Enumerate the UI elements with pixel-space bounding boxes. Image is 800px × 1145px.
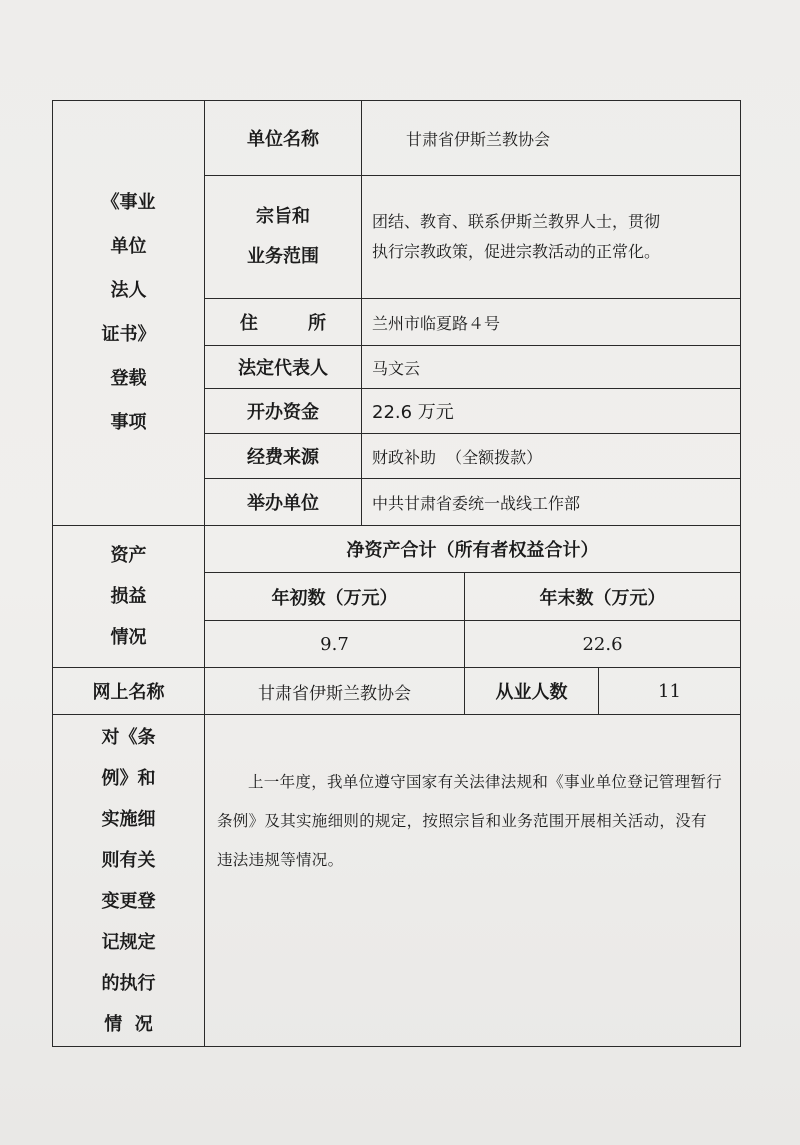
sponsor-unit-label: 举办单位 xyxy=(205,479,362,526)
purpose-scope-value xyxy=(362,176,741,299)
heading-line: 损益 xyxy=(110,586,147,607)
heading-line: 《事业 xyxy=(101,192,156,213)
unit-name-label: 单位名称 xyxy=(205,101,362,176)
heading-line: 对《条 xyxy=(101,726,156,748)
compliance-statement-cell xyxy=(205,715,741,1047)
value-line: 执行宗教政策，促进宗教活动的正常化。 xyxy=(372,242,661,261)
heading-line: 变更登 xyxy=(101,890,156,912)
staff-count-label: 从业人数 xyxy=(465,668,599,715)
capital-label: 开办资金 xyxy=(205,389,362,434)
online-name-value: 甘肃省伊斯兰教协会 xyxy=(205,668,465,715)
heading-line: 资产 xyxy=(110,545,147,566)
heading-line: 情 况 xyxy=(104,1013,153,1035)
heading-line: 事项 xyxy=(110,412,147,433)
assets-heading xyxy=(53,526,205,668)
end-of-year-value: 22.6 xyxy=(465,621,741,668)
heading-line: 的执行 xyxy=(101,972,156,994)
address-value: 兰州市临夏路４号 xyxy=(362,299,741,346)
unit-name-value: 甘肃省伊斯兰教协会 xyxy=(362,101,741,176)
heading-line: 登载 xyxy=(110,368,147,389)
start-of-year-value: 9.7 xyxy=(205,621,465,668)
label-line: 业务范围 xyxy=(247,246,319,267)
heading-line: 法人 xyxy=(110,280,147,301)
heading-line: 实施细 xyxy=(101,808,156,830)
label-line: 宗旨和 xyxy=(256,206,310,227)
value-line: 团结、教育、联系伊斯兰教界人士，贯彻 xyxy=(372,212,661,231)
compliance-heading xyxy=(53,715,205,1047)
funding-source-value: 财政补助 （全额拨款） xyxy=(362,434,741,479)
legal-representative-value: 马文云 xyxy=(362,346,741,389)
compliance-statement: 上一年度，我单位遵守国家有关法律法规和《事业单位登记管理暂行条例》及其实施细则的规定，按照宗旨和业务范围开展相关活动，没有违法违规等情况。 xyxy=(217,773,723,869)
heading-line: 证书》 xyxy=(101,324,156,345)
start-of-year-header: 年初数（万元） xyxy=(205,573,465,621)
certificate-items-heading xyxy=(53,101,205,526)
net-assets-header: 净资产合计（所有者权益合计） xyxy=(205,526,741,573)
capital-value: 22.6 万元 xyxy=(362,389,741,434)
heading-line: 单位 xyxy=(110,236,147,257)
heading-line: 则有关 xyxy=(101,849,156,871)
address-label: 住 所 xyxy=(205,299,362,346)
online-name-label: 网上名称 xyxy=(53,668,205,715)
end-of-year-header: 年末数（万元） xyxy=(465,573,741,621)
funding-source-label: 经费来源 xyxy=(205,434,362,479)
legal-representative-label: 法定代表人 xyxy=(205,346,362,389)
sponsor-unit-value: 中共甘肃省委统一战线工作部 xyxy=(362,479,741,526)
staff-count-value: 11 xyxy=(599,668,741,715)
heading-line: 情况 xyxy=(110,627,147,648)
registration-form-table xyxy=(52,100,741,1047)
purpose-scope-label xyxy=(205,176,362,299)
heading-line: 记规定 xyxy=(101,931,156,953)
heading-line: 例》和 xyxy=(101,767,156,789)
